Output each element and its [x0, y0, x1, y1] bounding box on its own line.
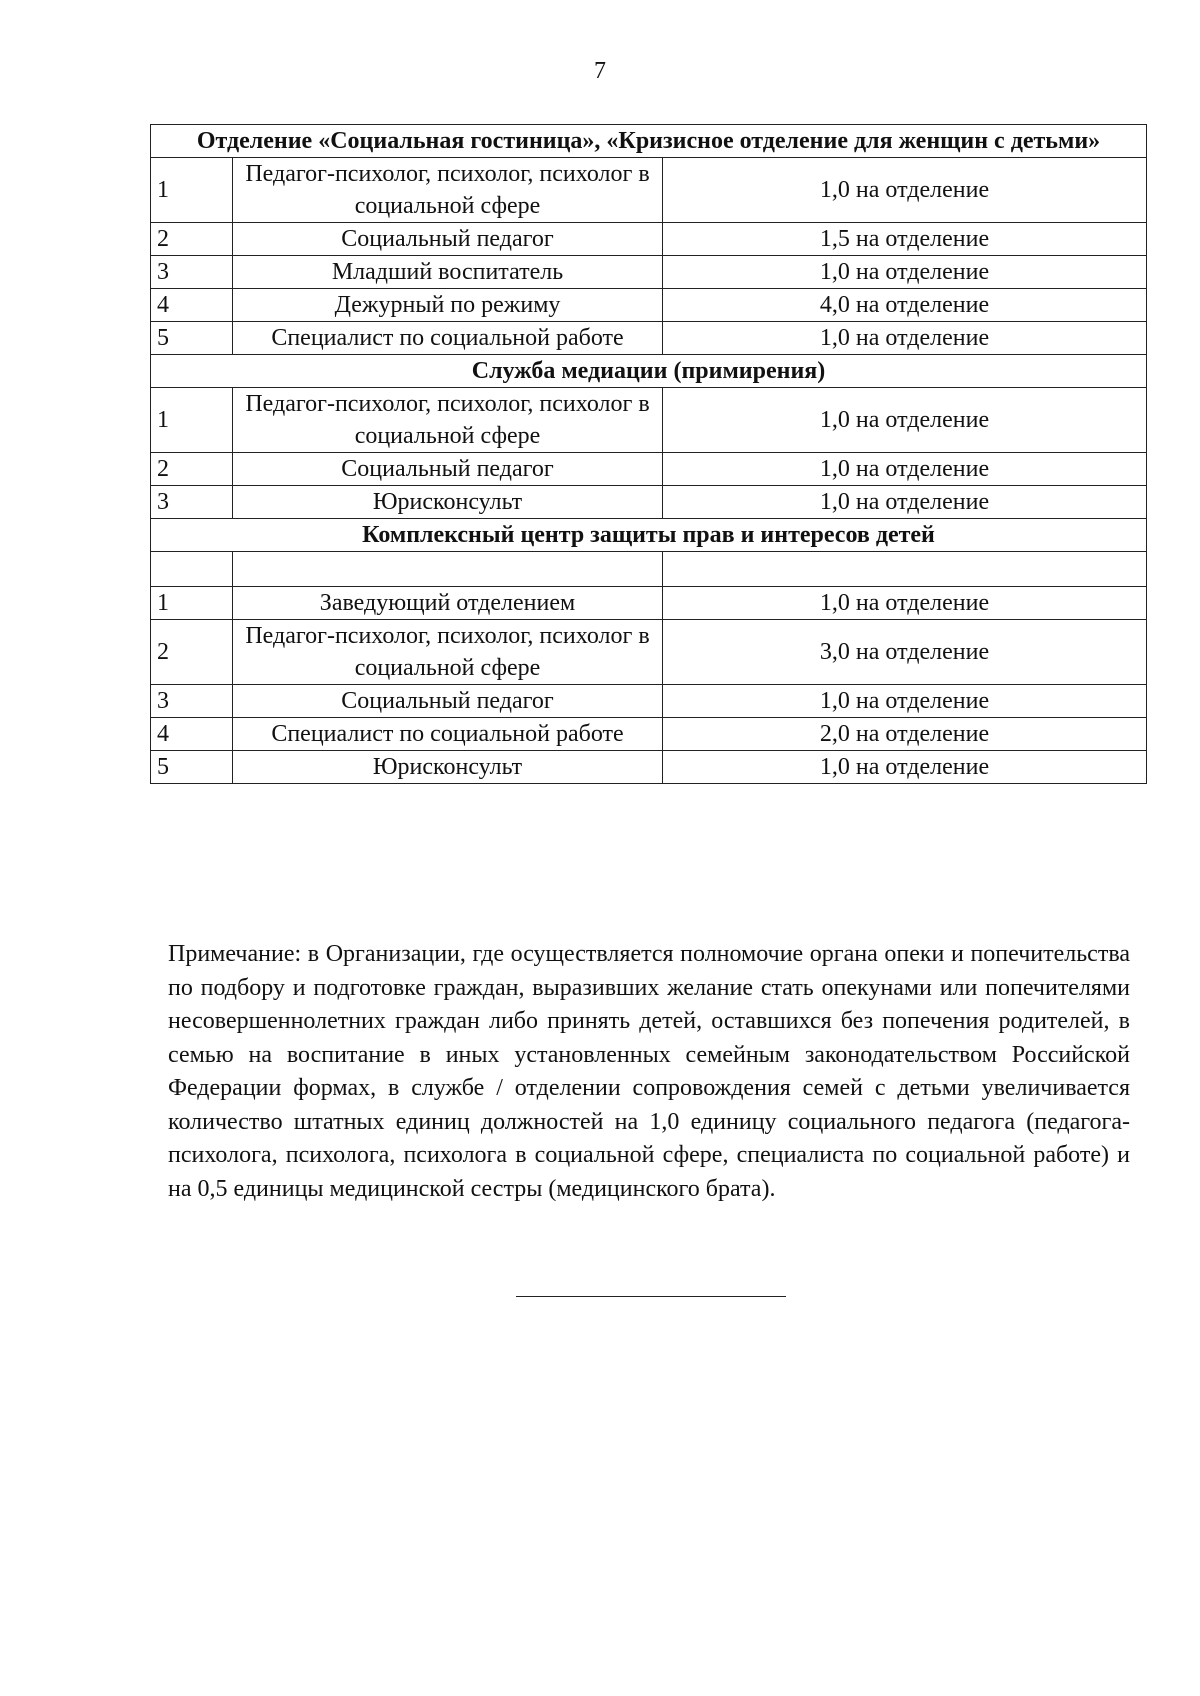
empty-cell: [233, 552, 663, 587]
section-title: Служба медиации (примирения): [151, 355, 1147, 388]
position-name: Педагог-психолог, психолог, психолог в социальной сфере: [233, 388, 663, 453]
position-quantity: 1,0 на отделение: [663, 685, 1147, 718]
row-number: 2: [151, 223, 233, 256]
position-name: Социальный педагог: [233, 223, 663, 256]
position-name: Социальный педагог: [233, 453, 663, 486]
table-row: [151, 453, 1147, 486]
end-rule: [516, 1296, 786, 1297]
row-number: 5: [151, 322, 233, 355]
table-row: [151, 223, 1147, 256]
table-row: [151, 388, 1147, 453]
row-number: 1: [151, 158, 233, 223]
position-quantity: 1,0 на отделение: [663, 388, 1147, 453]
position-name: Социальный педагог: [233, 685, 663, 718]
section-title: Комплексный центр защиты прав и интересов детей: [151, 519, 1147, 552]
position-name: Педагог-психолог, психолог, психолог в социальной сфере: [233, 158, 663, 223]
page-number: 7: [594, 58, 606, 84]
table-row: [151, 256, 1147, 289]
row-number: 3: [151, 256, 233, 289]
position-quantity: 1,0 на отделение: [663, 256, 1147, 289]
row-number: 4: [151, 718, 233, 751]
table-row: [151, 685, 1147, 718]
position-quantity: 1,0 на отделение: [663, 751, 1147, 784]
position-quantity: 1,0 на отделение: [663, 587, 1147, 620]
section-header-row: [151, 125, 1147, 158]
row-number: 5: [151, 751, 233, 784]
section-header-row: [151, 355, 1147, 388]
table-row: [151, 620, 1147, 685]
table-row: [151, 289, 1147, 322]
empty-row: [151, 552, 1147, 587]
position-quantity: 1,0 на отделение: [663, 453, 1147, 486]
position-name: Юрисконсульт: [233, 486, 663, 519]
footnote-paragraph: Примечание: в Организации, где осуществляется полномочие органа опеки и попечительства по подбору и подготовке граждан, выразивших желание стать опекунами или попечителями несовершеннолетних граждан либо принять детей, оставшихся без попечения родителей, в семью на воспитание в иных установленных семейным законодательством Российской Федерации формах, в службе / отделении сопровождения семей с детьми увеличивается количество штатных единиц должностей на 1,0 единицу социального педагога (педагога-психолога, психолога, психолога в социальной сфере, специалиста по социальной работе) и на 0,5 единицы медицинской сестры (медицинского брата).: [168, 941, 1130, 1202]
table-row: [151, 322, 1147, 355]
position-quantity: 1,0 на отделение: [663, 486, 1147, 519]
position-quantity: 1,0 на отделение: [663, 322, 1147, 355]
position-name: Педагог-психолог, психолог, психолог в социальной сфере: [233, 620, 663, 685]
row-number: 4: [151, 289, 233, 322]
section-title: Отделение «Социальная гостиница», «Кризисное отделение для женщин с детьми»: [151, 125, 1147, 158]
table-row: [151, 158, 1147, 223]
row-number: 3: [151, 685, 233, 718]
position-name: Юрисконсульт: [233, 751, 663, 784]
staffing-table: [150, 124, 1147, 784]
row-number: 2: [151, 620, 233, 685]
position-name: Специалист по социальной работе: [233, 718, 663, 751]
position-name: Младший воспитатель: [233, 256, 663, 289]
row-number: 1: [151, 587, 233, 620]
position-name: Дежурный по режиму: [233, 289, 663, 322]
position-quantity: 2,0 на отделение: [663, 718, 1147, 751]
row-number: 1: [151, 388, 233, 453]
position-quantity: 1,0 на отделение: [663, 158, 1147, 223]
position-quantity: 1,5 на отделение: [663, 223, 1147, 256]
empty-cell: [663, 552, 1147, 587]
table-row: [151, 486, 1147, 519]
position-name: Специалист по социальной работе: [233, 322, 663, 355]
position-name: Заведующий отделением: [233, 587, 663, 620]
table-row: [151, 718, 1147, 751]
table-row: [151, 751, 1147, 784]
empty-cell: [151, 552, 233, 587]
section-header-row: [151, 519, 1147, 552]
position-quantity: 3,0 на отделение: [663, 620, 1147, 685]
table-row: [151, 587, 1147, 620]
position-quantity: 4,0 на отделение: [663, 289, 1147, 322]
row-number: 2: [151, 453, 233, 486]
row-number: 3: [151, 486, 233, 519]
